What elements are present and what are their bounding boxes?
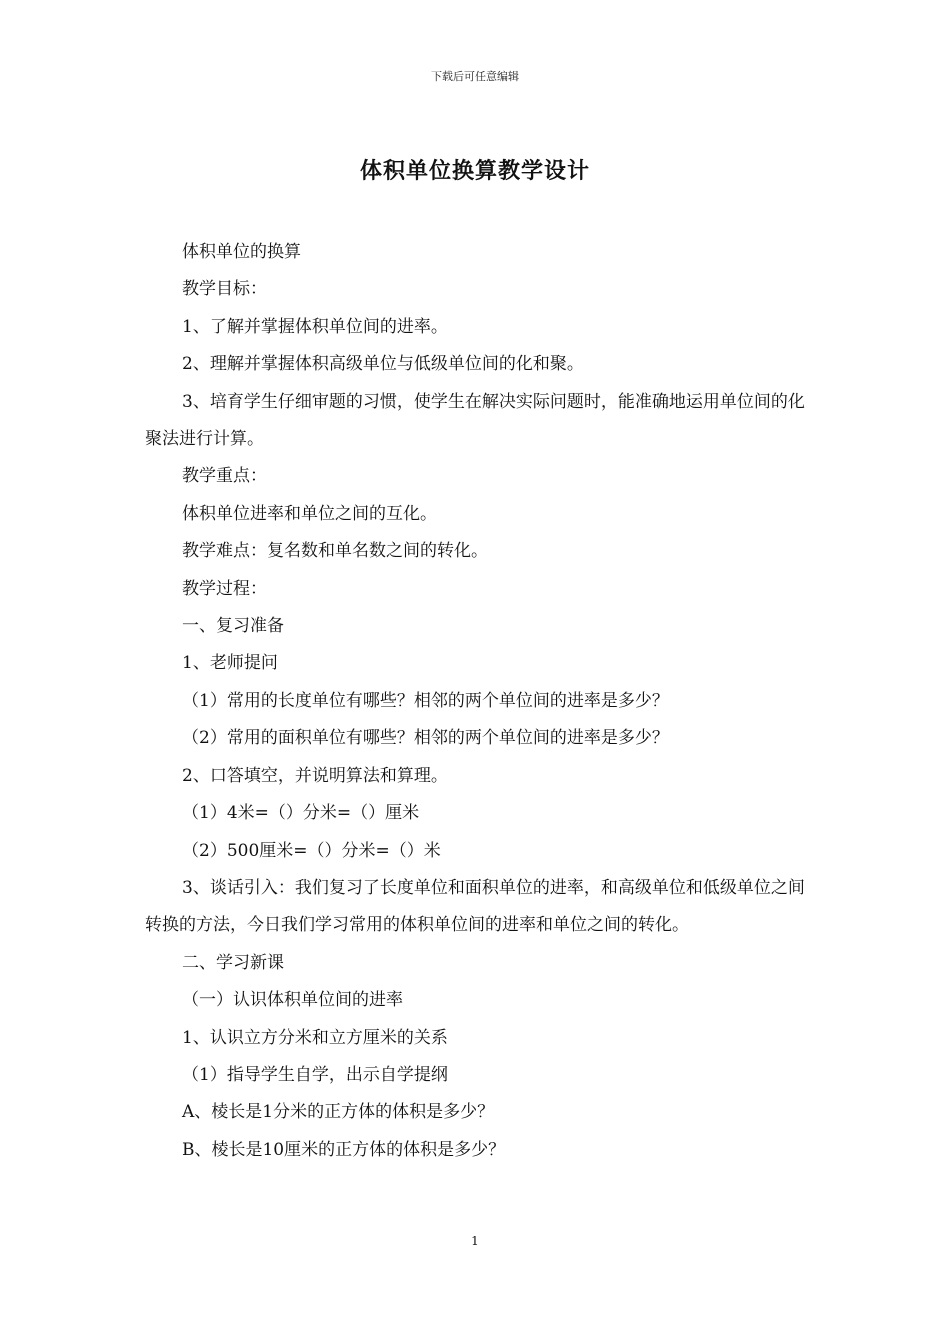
paragraph: A、棱长是1分米的正方体的体积是多少？ — [182, 1102, 495, 1123]
paragraph: 教学目标： — [182, 279, 267, 300]
paragraph: 一、复习准备 — [182, 616, 284, 637]
paragraph: 教学过程： — [182, 578, 267, 599]
page-header-note: 下载后可任意编辑 — [431, 70, 519, 83]
paragraph: B、棱长是10厘米的正方体的体积是多少？ — [182, 1139, 506, 1160]
paragraph: （一）认识体积单位间的进率 — [182, 990, 403, 1011]
paragraph: （2）500厘米=（）分米=（）米 — [182, 840, 441, 861]
paragraph: 1、老师提问 — [182, 653, 278, 674]
paragraph: 体积单位的换算 — [182, 242, 301, 262]
paragraph: 2、口答填空，并说明算法和算理。 — [182, 765, 448, 786]
paragraph: 教学重点： — [182, 466, 267, 487]
paragraph: 1、了解并掌握体积单位间的进率。 — [182, 316, 448, 337]
paragraph: （1）4米=（）分米=（）厘米 — [182, 803, 420, 824]
paragraph: 二、学习新课 — [182, 952, 284, 973]
paragraph: 体积单位进率和单位之间的互化。 — [182, 503, 437, 524]
paragraph: 3、培育学生仔细审题的习惯，使学生在解决实际问题时，能准确地运用单位间的化聚法进行计算。 — [145, 391, 805, 450]
document-title: 体积单位换算教学设计 — [359, 158, 590, 184]
paragraph: 教学难点：复名数和单名数之间的转化。 — [182, 541, 488, 562]
paragraph: 3、谈话引入：我们复习了长度单位和面积单位的进率，和高级单位和低级单位之间转换的方法，今日我们学习常用的体积单位间的进率和单位之间的转化。 — [145, 877, 805, 936]
page-number: 1 — [471, 1234, 479, 1248]
paragraph: （1）指导学生自学，出示自学提纲 — [182, 1064, 448, 1085]
paragraph: 2、理解并掌握体积高级单位与低级单位间的化和聚。 — [182, 354, 584, 375]
document-body — [145, 234, 807, 1169]
paragraph: （2）常用的面积单位有哪些？相邻的两个单位间的进率是多少？ — [182, 728, 669, 749]
paragraph: （1）常用的长度单位有哪些？相邻的两个单位间的进率是多少？ — [182, 690, 669, 711]
paragraph: 1、认识立方分米和立方厘米的关系 — [182, 1027, 448, 1048]
